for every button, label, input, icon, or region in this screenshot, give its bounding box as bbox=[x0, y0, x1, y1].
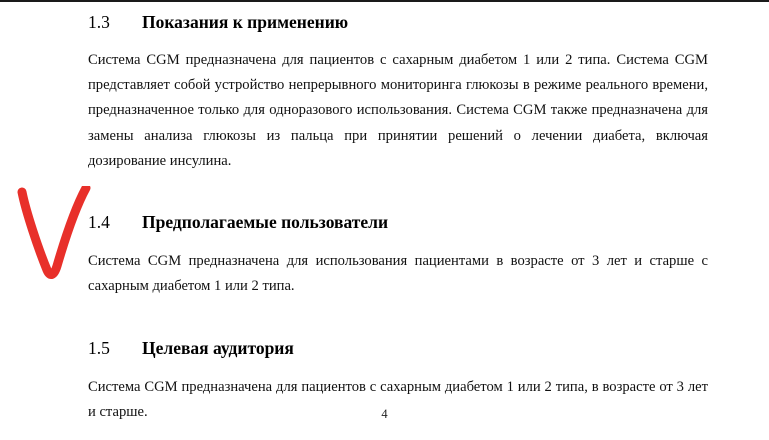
section-title-1-4: Предполагаемые пользователи bbox=[142, 212, 389, 233]
section-body-1-4: Система CGM предназначена для использования пациентами в возрасте от 3 лет и старше с сахарным диабетом 1 или 2 типа. bbox=[88, 253, 708, 295]
red-check-mark-icon bbox=[16, 186, 92, 286]
document-content bbox=[88, 8, 708, 440]
section-number-1-4: 1.4 bbox=[88, 212, 110, 233]
page-number: 4 bbox=[381, 407, 388, 421]
section-title-1-3: Показания к применению bbox=[142, 12, 349, 32]
section-title-1-5: Целевая аудитория bbox=[142, 337, 294, 358]
section-body-1-5: Система CGM предназначена для пациентов с сахарным диабетом 1 или 2 типа, в возрасте от 3 лет и старше. bbox=[88, 378, 708, 420]
page-top-rule bbox=[0, 0, 769, 2]
section-heading-1-3 bbox=[88, 12, 708, 33]
section-number-1-5: 1.5 bbox=[88, 337, 110, 358]
section-heading-1-5 bbox=[88, 338, 708, 359]
section-body-1-3: Система CGM предназначена для пациентов с сахарным диабетом 1 или 2 типа. Система CGM представляет собой устройство непрерывного мониторинга глюкозы в режиме реального времени, предназначенное только для одноразового использования. Система CGM также предназначена для замены анализа глюкозы из пальца при принятии решений о лечении диабета, включая дозирование инсулина. bbox=[88, 52, 708, 169]
section-number-1-3: 1.3 bbox=[88, 12, 110, 32]
section-heading-1-4 bbox=[88, 212, 708, 233]
